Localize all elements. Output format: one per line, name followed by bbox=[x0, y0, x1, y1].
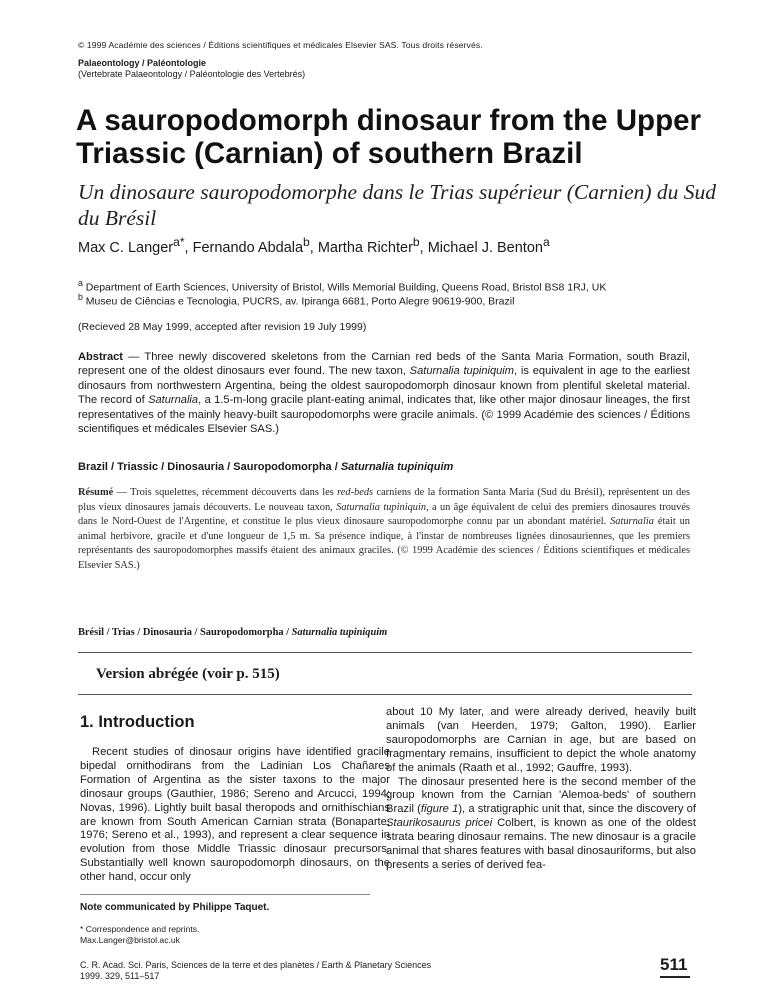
taxon-name: Staurikosaurus pricei bbox=[386, 817, 493, 830]
affiliation: $^a$ Department of Earth Sciences, University of Bristol, Wills Memorial Building, Queens Road, Bristol BS8 1RJ, UK bbox=[78, 278, 607, 294]
journal-section-title: Palaeontology / Paléontologie bbox=[78, 58, 207, 68]
page-number: 511 bbox=[660, 955, 688, 974]
correspondence: * Correspondence and reprints. Max.Langer@bristol.ac.uk bbox=[80, 924, 200, 945]
copyright-line: © 1999 Académie des sciences / Éditions scientifiques et médicales Elsevier SAS. Tous droits réservés. bbox=[78, 40, 483, 50]
author: Martha Richter$^b$ bbox=[317, 235, 420, 256]
author: Michael J. Benton$^a$ bbox=[427, 235, 550, 256]
resume-label: Résumé bbox=[78, 487, 114, 498]
abridged-version-link[interactable]: Version abrégée (voir p. 515) bbox=[96, 666, 280, 682]
journal-citation: C. R. Acad. Sci. Paris, Sciences de la terre et des planètes / Earth & Planetary Sciences 1999. 329, 511–517 bbox=[80, 960, 432, 981]
paragraph: The dinosaur presented here is the second member of the group known from the Carnian 'Alemoa-beds' of southern Brazil (figure 1), a stratigraphic unit that, since the discovery of Staurikosaurus pricei Colbert, is known as one of the oldest strata bearing dinosaur remains. The new dinosaur is a gracile animal that shares features with basal dinosauriforms, but also presents a series of derived fea- bbox=[386, 775, 696, 871]
keywords: Brazil / Triassic / Dinosauria / Sauropodomorpha / Saturnalia tupiniquim bbox=[78, 461, 454, 473]
divider bbox=[78, 652, 692, 653]
email-link[interactable]: Max.Langer@bristol.ac.uk bbox=[80, 935, 180, 945]
author: Fernando Abdala$^b$ bbox=[192, 235, 310, 256]
taxon-name: Saturnalia tupiniquim bbox=[409, 365, 515, 378]
abstract-label: Abstract bbox=[78, 351, 124, 363]
page-number-rule bbox=[660, 976, 690, 978]
submission-dates: (Recieved 28 May 1999, accepted after revision 19 July 1999) bbox=[78, 321, 367, 333]
journal-subsection: (Vertebrate Palaeontology / Paléontologie des Vertebrés) bbox=[78, 69, 306, 79]
paper-title-french: Un dinosaure sauropodomorphe dans le Trias supérieur (Carnien) du Sud du Brésil bbox=[78, 180, 717, 230]
section-heading: 1. Introduction bbox=[80, 713, 195, 731]
genus-name: Saturnalia bbox=[148, 394, 199, 407]
communication-note: Note communicated by Philippe Taquet. bbox=[80, 902, 270, 913]
abstract: Abstract — Three newly discovered skeletons from the Carnian red beds of the Santa Maria Formation, south Brazil, represent one of the oldest dinosaurs ever found. The new taxon, Saturnalia tupiniquim, is equivalent in age to the earliest dinosaurs from northwestern Argentina, being the oldest sauropodomorph dinosaur known from plentiful skeletal material. The record of Saturnalia, a 1.5-m-long gracile plant-eating animal, indicates that, like other major dinosaur lineages, the first representatives of the mainly heavy-built sauropodomorphs were gracile animals. (© 1999 Académie des sciences / Éditions scientifiques et médicales Elsevier SAS.) bbox=[78, 351, 690, 436]
body-column-left bbox=[80, 746, 390, 885]
author: Max C. Langer$^{a*}$ bbox=[78, 235, 185, 256]
body-column-right bbox=[386, 706, 696, 873]
resume: Résumé — Trois squelettes, récemment découverts dans les red-beds carniens de la formation Santa Maria (Sud du Brésil), représentent un des plus vieux dinosaures jamais découverts. Le nouveau taxon, Saturnalia tupiniquin, a un âge équivalent de celui des premiers dinosaures trouvés dans le Nord-Ouest de l'Argentine, et constitue le plus vieux dinosaure sauropodomorphe connu par un abondant matériel. Saturnalia était un animal herbivore, gracile et d'une longueur de 1,5 m. Sa présence indique, à l'instar de nombreuses lignées dinosauriennes, que les premiers représentants des sauropodomorphes massifs étaient des animaux graciles. (© 1999 Académie des sciences / Éditions scientifiques et médicales Elsevier SAS.) bbox=[78, 487, 690, 571]
divider bbox=[78, 694, 692, 695]
taxon-name: Saturnalia tupiniquin bbox=[336, 501, 427, 513]
paragraph: Recent studies of dinosaur origins have identified gracile bipedal ornithodirans from the Ladinian Los Chañares Formation of Argentina as the sister taxons to the major dinosaur groups (Gauthier, 1986; Sereno and Arcucci, 1994; Novas, 1996). Lightly built basal theropods and ornithischians are known from South American Carnian strata (Bonaparte, 1976; Sereno et al., 1993), and represent a clear sequence in evolution from those Middle Triassic dinosaur precursors. Substantially well known sauropodomorph dinosaurs, on the other hand, occur only bbox=[80, 746, 390, 884]
author-list: Max C. Langer$^{a*}$, Fernando Abdala$^b$, Martha Richter$^b$, Michael J. Benton$^a$ bbox=[78, 235, 550, 256]
paragraph: about 10 My later, and were already derived, heavily built animals (van Heerden, 1979; Galton, 1990). Earlier sauropodomorphs are Carnian in age, but are based on fragmentary remains, insufficient to depict the whole anatomy of the animals (Raath et al., 1992; Gauffre, 1993). bbox=[386, 706, 696, 774]
figure-reference[interactable]: figure 1 bbox=[420, 803, 459, 816]
journal-section bbox=[78, 58, 305, 80]
genus-name: Saturnalia bbox=[610, 516, 654, 528]
paper-title: A sauropodomorph dinosaur from the Upper Triassic (Carnian) of southern Brazil bbox=[76, 104, 701, 170]
affiliation: $^b$ Museu de Ciências e Tecnologia, PUCRS, av. Ipiranga 6681, Porto Alegre 90619-900, Brazil bbox=[78, 292, 515, 308]
keywords-french: Brésil / Trias / Dinosauria / Sauropodomorpha / Saturnalia tupiniquim bbox=[78, 627, 388, 638]
footnote-divider bbox=[80, 894, 370, 895]
